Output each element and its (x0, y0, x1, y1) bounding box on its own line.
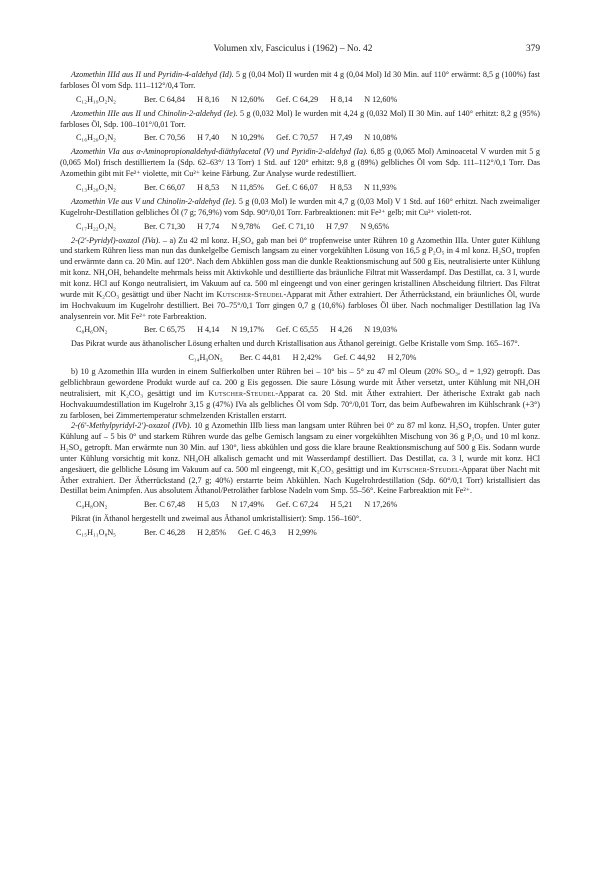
elemental-analysis (60, 351, 540, 364)
analysis-value: H 8,14 (330, 94, 353, 104)
analysis-value: N 9,65% (360, 221, 390, 231)
analysis-value: N 9,78% (231, 221, 261, 231)
analysis-value: N 17,26% (364, 500, 398, 510)
analysis-value: Ber. C 66,07 (144, 182, 186, 192)
analysis-value: N 11,85% (231, 182, 264, 192)
analysis-value: H 5,21 (330, 500, 353, 510)
molecular-formula: C₁₆H₂₀O₂N₂ (76, 133, 117, 143)
analysis-value: Gef. C 70,57 (276, 133, 319, 143)
paragraph: Azomethin IIIe aus II und Chinolin-2-aldehyd (Ie). 5 g (0,032 Mol) Ie wurden mit 4,24 g (0,032 Mol) II 30 Min. auf 140° erhitzt: 8,2 g (95%) farbloses Öl, Sdp. 100–101°/0,01 Torr. (60, 108, 540, 129)
analysis-value: H 7,49 (330, 133, 353, 143)
analysis-value: Ber. C 70,56 (144, 133, 186, 143)
analysis-value: Ber. C 46,28 (144, 528, 186, 538)
analysis-value: Gef. C 46,3 (237, 528, 276, 538)
analysis-value: H 7,74 (197, 221, 220, 231)
analysis-value: N 10,29% (231, 133, 265, 143)
analysis-value: Ber. C 64,84 (144, 94, 186, 104)
paragraph: Das Pikrat wurde aus äthanolischer Lösung erhalten und durch Kristallisation aus Äthanol gereinigt. Gelbe Kristalle vom Smp. 165–167°. (71, 339, 520, 349)
molecular-formula: C₁₅H₁₁O₈N₅ (76, 528, 117, 538)
page-number: 379 (525, 44, 540, 54)
analysis-value: H 2,42% (292, 353, 322, 363)
paragraph: Pikrat (in Äthanol hergestellt und zweimal aus Äthanol umkristallisiert): Smp. 156–160°. (71, 514, 362, 524)
article-body (60, 70, 540, 539)
molecular-formula: C₁₃H₂₀O₂N₂ (76, 182, 117, 192)
analysis-value: H 8,16 (197, 94, 220, 104)
analysis-value: Ber. C 67,48 (144, 500, 186, 510)
analysis-value: N 10,08% (364, 133, 398, 143)
journal-citation: Volumen xlv, Fasciculus i (1962) – No. 42 (213, 44, 373, 54)
elemental-analysis (60, 93, 540, 106)
paragraph: b) 10 g Azomethin IIIa wurden in einem Sulfierkolben unter Rühren bei – 10° bis – 5° zu 47 ml Oleum (20% SO₃, d = 1,92) getropft. Das gelblichbraun gewordene Produkt wurde auf ca. 200 g Eis gegossen. Die saure Lösung wurde mit Äther versetzt, unter Kühlung mit NH₄OH neutralisiert, mit K₂CO₃ gesättigt und im Kutscher-Steudel-Apparat ca. 20 Std. mit Äther extrahiert. Der ätherische Extrakt gab nach Hochvakuumdestillation im Kugelrohr 3,15 g (47%) IVa als gelbliches Öl vom Sdp. 70°/0,01 Torr, das beim Aufbewahren im Kühlschrank (+3°) zu farblosen, bei Zimmertemperatur schmelzenden Kristallen erstarrt. (60, 367, 540, 420)
analysis-value: H 7,40 (197, 133, 220, 143)
molecular-formula: C₁₂H₁₉O₂N₂ (76, 94, 117, 104)
analysis-value: N 12,60% (231, 94, 265, 104)
analysis-value: H 7,97 (326, 221, 349, 231)
elemental-analysis (60, 498, 540, 511)
analysis-value: N 11,93% (363, 182, 397, 192)
molecular-formula: C₁₄H₉ON₅ (188, 353, 223, 363)
molecular-formula: C₈H₆ON₂ (76, 325, 108, 335)
analysis-value: H 2,99% (287, 528, 317, 538)
analysis-value: H 4,14 (197, 325, 220, 335)
analysis-value: Ber. C 71,30 (144, 221, 186, 231)
elemental-analysis (60, 323, 540, 336)
analysis-value: Gef. C 67,24 (276, 500, 319, 510)
paragraph: Azomethin VIe aus V und Chinolin-2-aldehyd (Ie). 5 g (0,03 Mol) Ie wurden mit 4,7 g (0,03 Mol) V 1 Std. auf 160° erhitzt. Nach zweimaliger Kugelrohr-Destillation gelbliches Öl (7 g; 76,9%) vom Sdp. 90°/0,01 Torr. Farbreaktionen: mit Fe²⁺ gelb; mit Cu²⁺ violett-rot. (60, 196, 540, 217)
molecular-formula: C₁₇H₂₂O₂N₂ (76, 221, 117, 231)
analysis-value: Gef. C 71,10 (272, 221, 315, 231)
analysis-value: N 19,03% (364, 325, 398, 335)
elemental-analysis (60, 131, 540, 144)
analysis-value: H 8,53 (197, 182, 220, 192)
analysis-value: H 5,03 (197, 500, 220, 510)
analysis-value: N 12,60% (364, 94, 398, 104)
analysis-value: Gef. C 64,29 (276, 94, 319, 104)
paragraph: 2-(6′-Methylpyridyl-2′)-oxazol (IVb). 10 g Azomethin IIIb liess man langsam unter Rühren bei 0° zu 87 ml konz. H₂SO₄ tropfen. Unter guter Kühlung auf – 5 bis 0° und starkem Rühren wurde das gelbe Gemisch langsam zu einer vorgekühlten Mischung von 36 g P₂O₅ und 10 ml konz. H₂SO₄ getropft. Man erwärmte nun 30 Min. auf 130°, liess abkühlen und goss die klare braune Reaktionsmischung auf 500 g Eis. Sodann wurde unter Kühlung vorsichtig mit konz. NH₄OH alkalisch gemacht und mit Wasserdampf destilliert. Das Destillat, ca. 3 l, wurde mit konz. HCl angesäuert, die gelbliche Lösung im Vakuum auf ca. 500 ml eingeengt, mit K₂CO₃ gesättigt und im Kutscher-Steudel-Apparat über Nacht mit Äther extrahiert. Der Ätherrückstand (2,7 g; 40%) erstarrte beim Abkühlen. Nach Kugelrohrdestillation (Sdp. 60°/0,1 Torr) kristallisiert das Destillat beim Animpfen. Aus absolutem Äthanol/Petroläther farblose Nadeln vom Smp. 55–56°. Keine Farbreaktion mit Fe²⁺. (60, 421, 541, 496)
analysis-value: Ber. C 65,75 (144, 325, 186, 335)
molecular-formula: C₉H₈ON₂ (76, 500, 108, 510)
analysis-value: N 17,49% (231, 500, 265, 510)
analysis-value: Gef. C 65,55 (276, 325, 319, 335)
analysis-value: Ber. C 44,81 (239, 353, 281, 363)
analysis-value: Gef. C 44,92 (333, 353, 376, 363)
elemental-analysis (60, 181, 540, 194)
analysis-value: Gef. C 66,07 (275, 182, 318, 192)
paragraph: 2-(2′-Pyridyl)-oxazol (IVa). – a) Zu 42 ml konz. H₂SO₄ gab man bei 0° tropfenweise unter Rühren 10 g Azomethin IIIa. Unter guter Kühlung und starkem Rühren liess man nun das dunkelgelbe Gemisch langsam zu einer vorgekühlten Lösung von 16,5 g P₂O₅ in 4 ml konz. H₂SO₄ tropfen und erwärmte dann ca. 20 Min. auf 120°. Nach dem Abkühlen goss man die dunkle Reaktionsmischung auf 500 g Eis, neutralisierte unter Kühlung mit konz. NH₄OH, behandelte mehrmals heiss mit Aktivkohle und destillierte das bräunliche Filtrat mit Wasserdampf. Das Destillat, ca. 3 l, wurde mit konz. HCl auf Kongo neutralisiert, im Vakuum auf ca. 500 ml eingeengt und von einer geringen kristallinen Abscheidung filtriert. Das Filtrat wurde mit K₂CO₃ gesättigt und über Nacht im Kutscher-Steudel-Apparat mit Äther extrahiert. Der Ätherrückstand, ein bräunliches Öl, wurde im Hochvakuum im Kugelrohr destilliert. Bei 70–75°/0,1 Torr gingen 0,7 g (10,6%) farbloses Öl über. Nach nochmaliger Destillation lag IVa analysenrein vor. Mit Fe²⁺ rote Farbreaktion. (60, 235, 540, 321)
paragraph: Azomethin VIa aus α-Aminopropionaldehyd-diäthylacetal (V) und Pyridin-2-aldehyd (Ia). 6,85 g (0,065 Mol) Aminoacetal V wurden mit 5 g (0,065 Mol) frisch destilliertem Ia (Sdp. 62–63°/ 13 Torr) 1 Std. auf 120° erhitzt: 9,8 g (89%) gelbliches Öl vom Sdp. 111–112°/0,1 Torr. Das Azomethin gibt mit Fe²⁺ violette, mit Cu²⁺ keine Färbung. Zur Analyse wurde redestilliert. (60, 147, 540, 179)
analysis-value: H 2,70% (387, 353, 417, 363)
analysis-value: H 8,53 (329, 182, 352, 192)
page-header (60, 44, 540, 54)
analysis-value: H 2,85% (197, 528, 226, 538)
elemental-analysis (60, 220, 540, 233)
paragraph: Azomethin IIId aus II und Pyridin-4-aldehyd (Id). 5 g (0,04 Mol) II wurden mit 4 g (0,04 Mol) Id 30 Min. auf 110° erwärmt: 8,5 g (100%) fast farbloses Öl vom Sdp. 111–112°/0,4 Torr. (60, 70, 540, 90)
journal-page (60, 44, 540, 542)
elemental-analysis (60, 526, 540, 539)
analysis-value: N 19,17% (231, 325, 265, 335)
analysis-value: H 4,26 (330, 325, 353, 335)
